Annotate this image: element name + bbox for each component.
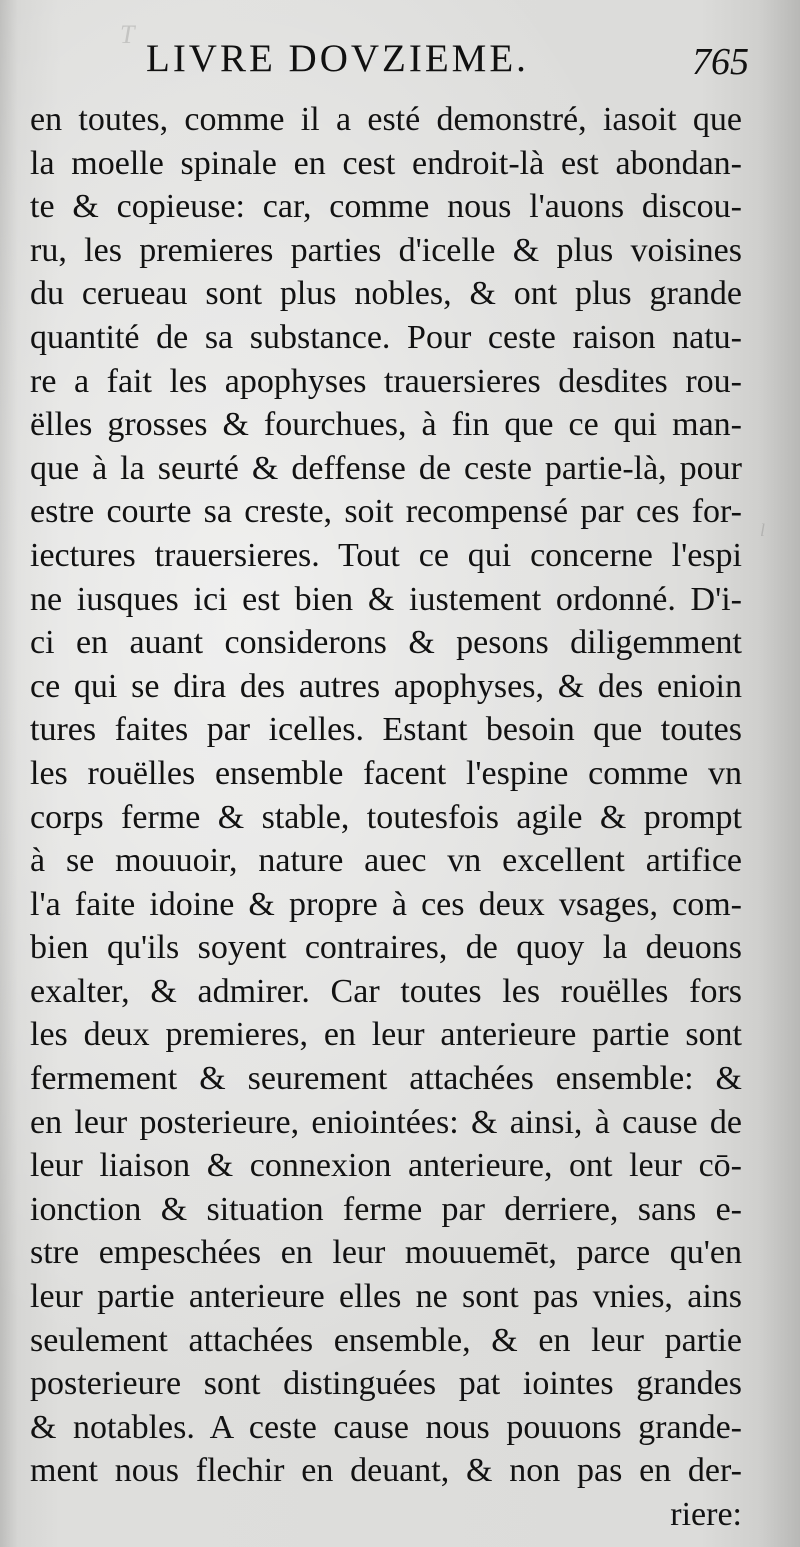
text-line: stre empeschées en leur mouuemēt, parce qu'en <box>30 1234 742 1272</box>
text-line: leur partie anterieure elles ne sont pas vnies, ains <box>30 1278 742 1316</box>
body-text <box>30 98 742 1537</box>
show-through-margin: l <box>760 520 766 540</box>
text-line: du cerueau sont plus nobles, & ont plus grande <box>30 275 742 313</box>
text-line: exalter, & admirer. Car toutes les rouëlles fors <box>30 972 742 1010</box>
text-line: te & copieuse: car, comme nous l'auons discou- <box>30 188 742 226</box>
text-line: seulement attachées ensemble, & en leur partie <box>30 1321 742 1359</box>
show-through-top: T <box>120 20 135 49</box>
text-line: iectures trauersieres. Tout ce qui concerne l'espi <box>30 536 742 574</box>
text-line: en leur posterieure, eniointées: & ainsi, à cause de <box>30 1103 742 1141</box>
text-line: en toutes, comme il a esté demonstré, iasoit que <box>30 101 742 138</box>
text-line: ionction & situation ferme par derriere, sans e- <box>30 1190 742 1228</box>
text-line: la moelle spinale en cest endroit-là est abondan- <box>30 144 742 182</box>
text-line: posterieure sont distinguées pat iointes grandes <box>30 1365 742 1403</box>
text-line: fermement & seurement attachées ensemble: & <box>30 1060 742 1098</box>
text-line: re a fait les apophyses trauersieres desdites rou- <box>30 362 742 400</box>
text-line: estre courte sa creste, soit recompensé par ces for- <box>30 493 742 531</box>
text-line: corps ferme & stable, toutesfois agile & prompt <box>30 798 742 836</box>
text-line: à se mouuoir, nature auec vn excellent artifice <box>30 842 742 880</box>
catchword: riere: <box>670 1496 742 1533</box>
text-line: les rouëlles ensemble facent l'espine comme vn <box>30 754 742 792</box>
text-line: ru, les premieres parties d'icelle & plus voisines <box>30 231 742 269</box>
text-line: tures faites par icelles. Estant besoin que toutes <box>30 711 742 749</box>
text-line: ci en auant considerons & pesons diligemment <box>30 624 742 662</box>
text-line: bien qu'ils soyent contraires, de quoy la deuons <box>30 929 742 967</box>
text-line: ce qui se dira des autres apophyses, & des enioin <box>30 667 742 705</box>
text-line: leur liaison & connexion anterieure, ont leur cō- <box>30 1147 742 1185</box>
running-head: LIVRE DOVZIEME. <box>146 37 529 80</box>
text-line: les deux premieres, en leur anterieure partie sont <box>30 1016 742 1054</box>
text-line: l'a faite idoine & propre à ces deux vsages, com- <box>30 885 742 923</box>
page-number: 765 <box>692 41 749 83</box>
text-line: ment nous flechir en deuant, & non pas en der- <box>30 1452 742 1490</box>
text-line: ëlles grosses & fourchues, à fin que ce qui man- <box>30 406 742 444</box>
page-header <box>0 36 800 88</box>
text-line: & notables. A ceste cause nous pouuons grande- <box>30 1408 742 1446</box>
text-line: ne iusques ici est bien & iustement ordonné. D'i- <box>30 580 742 618</box>
text-line: que à la seurté & deffense de ceste partie-là, pour <box>30 449 742 487</box>
text-line: quantité de sa substance. Pour ceste raison natu- <box>30 318 742 356</box>
